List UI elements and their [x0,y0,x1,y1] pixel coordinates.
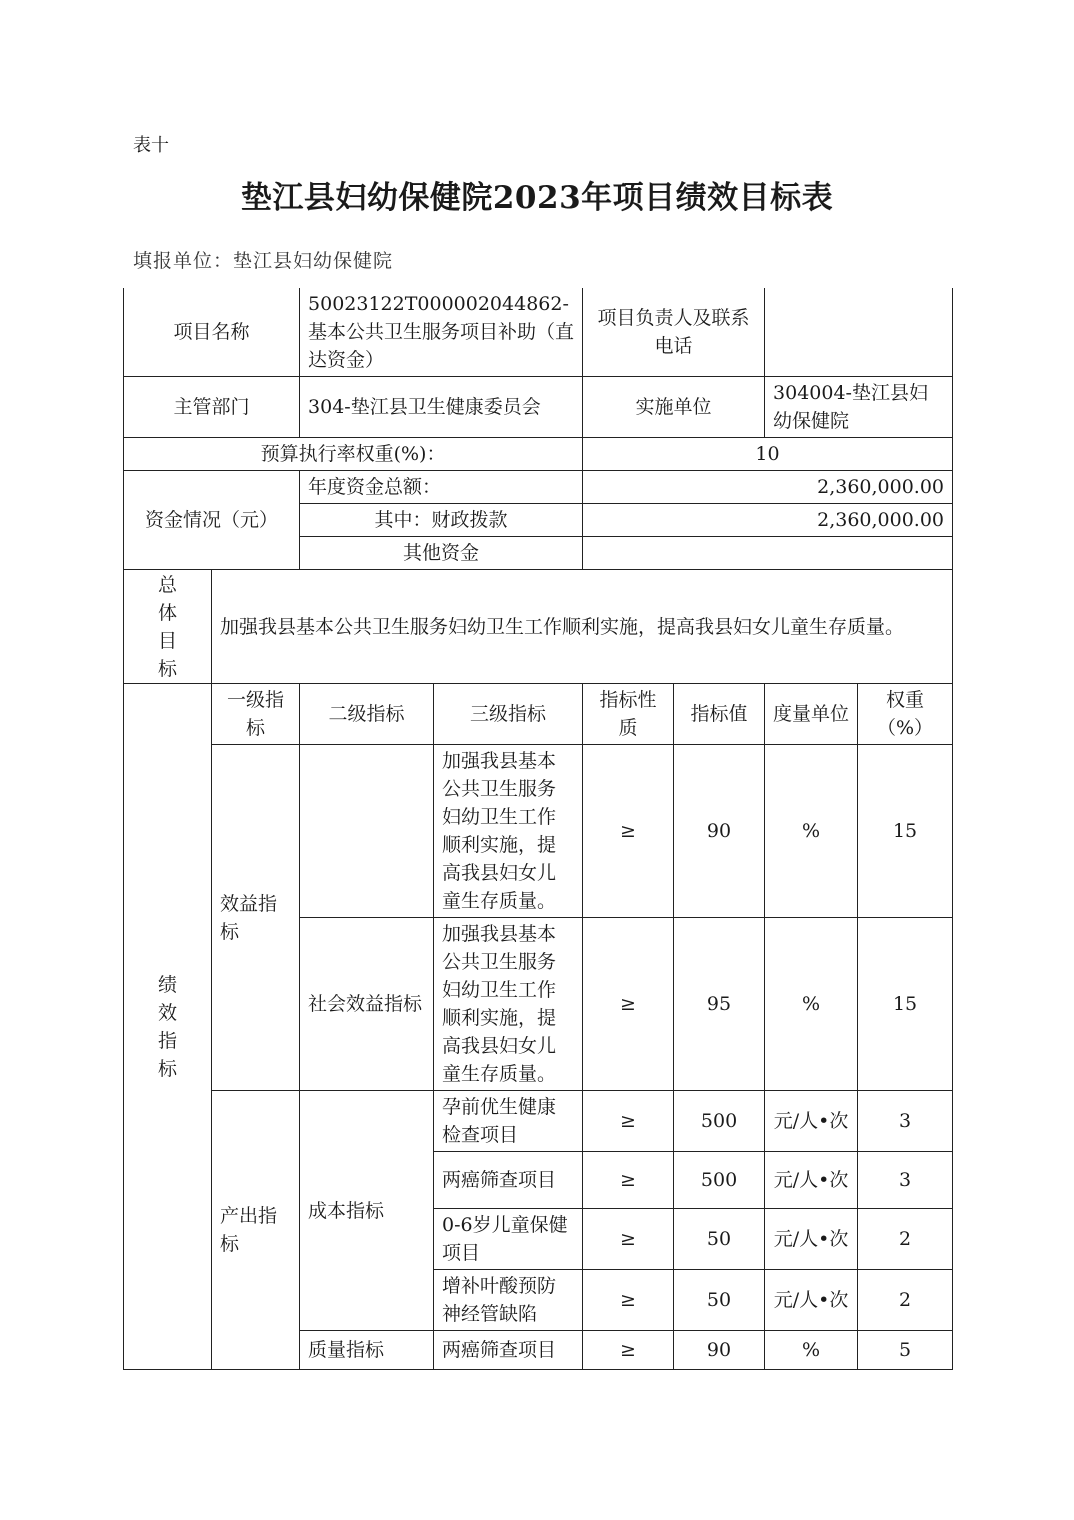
unit-cell: 元/人•次 [765,1091,858,1152]
level3-cell: 加强我县基本公共卫生服务妇幼卫生工作顺利实施，提高我县妇女儿童生存质量。 [434,918,583,1091]
value-cell: 50 [674,1209,765,1270]
header-level3: 三级指标 [434,684,583,745]
budget-weight-value: 10 [583,438,953,471]
budget-weight-row [124,438,953,471]
project-name-label: 项目名称 [124,288,300,377]
benefit-indicator-label: 效益指标 [212,745,300,1091]
impl-value: 304004-垫江县妇幼保健院 [765,377,953,438]
dept-label: 主管部门 [124,377,300,438]
performance-target-table [123,288,953,1370]
nature-cell: ≥ [583,1152,674,1209]
filing-unit: 填报单位：垫江县妇幼保健院 [133,250,394,272]
overall-goal-value: 加强我县基本公共卫生服务妇幼卫生工作顺利实施，提高我县妇女儿童生存质量。 [212,570,953,684]
cost-indicator-label: 成本指标 [300,1091,434,1331]
nature-cell: ≥ [583,745,674,918]
unit-cell: % [765,745,858,918]
nature-cell: ≥ [583,1270,674,1331]
value-cell: 50 [674,1270,765,1331]
dept-value: 304-垫江县卫生健康委员会 [300,377,583,438]
nature-cell: ≥ [583,1209,674,1270]
value-cell: 500 [674,1091,765,1152]
weight-cell: 3 [858,1152,953,1209]
fiscal-label: 其中：财政拨款 [300,504,583,537]
level3-cell: 增补叶酸预防神经管缺陷 [434,1270,583,1331]
header-nature: 指标性质 [583,684,674,745]
unit-cell: 元/人•次 [765,1152,858,1209]
other-funds-label: 其他资金 [300,537,583,570]
overall-goal-row [124,570,953,684]
nature-cell: ≥ [583,1091,674,1152]
nature-cell: ≥ [583,918,674,1091]
annual-total-row [124,471,953,504]
level3-cell: 0-6岁儿童保健项目 [434,1209,583,1270]
impl-label: 实施单位 [583,377,765,438]
weight-cell: 2 [858,1209,953,1270]
weight-cell: 15 [858,745,953,918]
output-indicator-label: 产出指标 [212,1091,300,1370]
project-name-row [124,288,953,377]
weight-cell: 5 [858,1331,953,1370]
fiscal-value: 2,360,000.00 [583,504,953,537]
header-level1: 一级指标 [212,684,300,745]
unit-cell: 元/人•次 [765,1270,858,1331]
nature-cell: ≥ [583,1331,674,1370]
leader-value [765,288,953,377]
level3-cell: 加强我县基本公共卫生服务妇幼卫生工作顺利实施，提高我县妇女儿童生存质量。 [434,745,583,918]
unit-cell: % [765,918,858,1091]
unit-cell: % [765,1331,858,1370]
annual-total-value: 2,360,000.00 [583,471,953,504]
value-cell: 95 [674,918,765,1091]
level3-cell: 两癌筛查项目 [434,1152,583,1209]
page-title: 垫江县妇幼保健院2023年项目绩效目标表 [240,180,834,216]
leader-label: 项目负责人及联系电话 [583,288,765,377]
level2-cell: 社会效益指标 [300,918,434,1091]
annual-total-label: 年度资金总额： [300,471,583,504]
project-name-value: 50023122T000002044862-基本公共卫生服务项目补助（直达资金） [300,288,583,377]
level3-cell: 两癌筛查项目 [434,1331,583,1370]
table-row [124,1091,953,1152]
other-funds-value [583,537,953,570]
quality-indicator-label: 质量指标 [300,1331,434,1370]
level2-cell [300,745,434,918]
dept-row [124,377,953,438]
level3-cell: 孕前优生健康检查项目 [434,1091,583,1152]
value-cell: 90 [674,1331,765,1370]
value-cell: 500 [674,1152,765,1209]
weight-cell: 15 [858,918,953,1091]
perf-header-row [124,684,953,745]
weight-cell: 3 [858,1091,953,1152]
weight-cell: 2 [858,1270,953,1331]
header-level2: 二级指标 [300,684,434,745]
value-cell: 90 [674,745,765,918]
overall-goal-label: 总 体 目 标 [124,570,212,684]
header-weight: 权重（%） [858,684,953,745]
table-number: 表十 [133,135,169,156]
funds-label: 资金情况（元） [124,471,300,570]
budget-weight-label: 预算执行率权重(%)： [124,438,583,471]
header-unit: 度量单位 [765,684,858,745]
perf-section-label: 绩 效 指 标 [124,684,212,1370]
unit-cell: 元/人•次 [765,1209,858,1270]
header-value: 指标值 [674,684,765,745]
table-row [124,745,953,918]
